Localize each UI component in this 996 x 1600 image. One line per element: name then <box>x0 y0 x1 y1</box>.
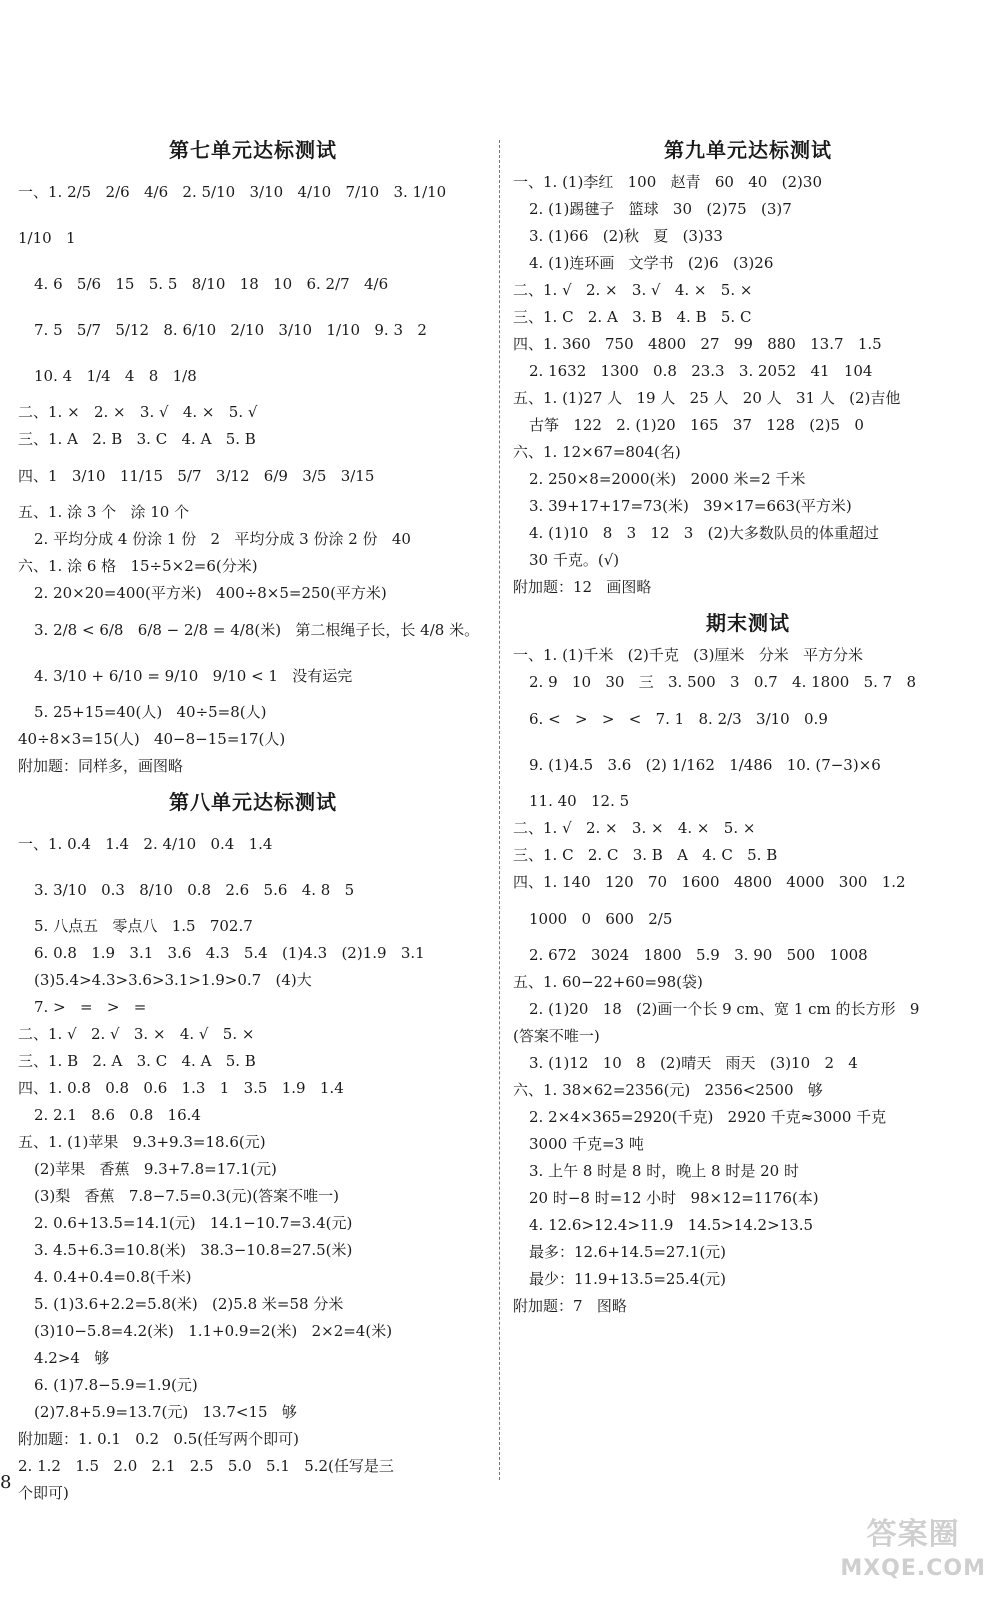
answer-line: 5. 25+15=40(人) 40÷5=8(人) <box>34 703 267 721</box>
answer-line: 最少：11.9+13.5=25.4(元) <box>529 1270 727 1288</box>
watermark-logo <box>840 1518 986 1586</box>
answer-line: 40÷8×3=15(人) 40−8−15=17(人) <box>18 730 286 748</box>
answer-line: 最多：12.6+14.5=27.1(元) <box>529 1243 727 1261</box>
answer-line: 2. 1632 1300 0.8 23.3 3. 2052 41 104 <box>529 362 873 380</box>
answer-line: 一、1. 2/5 2/6 4/6 2. 5/10 3/10 4/10 7/10 3. 1/10 1/10 1 <box>18 183 461 247</box>
answer-line: 2. 20×20=400(平方米) 400÷8×5=250(平方米) <box>34 584 387 602</box>
answer-line: 2. (1)20 18 (2)画一个长 9 cm、宽 1 cm 的长方形 9 <box>529 1000 920 1018</box>
answer-line: 2. 平均分成 4 份涂 1 份 2 平均分成 3 份涂 2 份 40 <box>34 530 411 548</box>
page-number: 8 <box>0 1472 12 1493</box>
section-title: 第八单元达标测试 <box>169 790 337 814</box>
answer-line: 二、1. √ 2. × 3. √ 4. × 5. × <box>513 281 753 299</box>
section-title: 第九单元达标测试 <box>664 138 832 162</box>
answer-line: (3)梨 香蕉 7.8−7.5=0.3(元)(答案不唯一) <box>34 1187 339 1205</box>
answer-line: 10. 4 1/4 4 8 1/8 <box>34 367 197 385</box>
answer-line: 附加题：同样多，画图略 <box>18 757 184 775</box>
answer-line: 五、1. 涂 3 个 涂 10 个 <box>18 503 190 521</box>
answer-line: 4. 12.6>12.4>11.9 14.5>14.2>13.5 <box>529 1216 814 1234</box>
answer-line: 2. 250×8=2000(米) 2000 米=2 千米 <box>529 470 806 488</box>
answer-line: 六、1. 38×62=2356(元) 2356<2500 够 <box>513 1081 823 1099</box>
answer-line: (答案不唯一) <box>513 1027 600 1045</box>
answer-line: 五、1. (1)27 人 19 人 25 人 20 人 31 人 (2)吉他 <box>513 389 901 407</box>
answer-line: (2)苹果 香蕉 9.3+7.8=17.1(元) <box>34 1160 277 1178</box>
answer-line: 六、1. 12×67=804(名) <box>513 443 681 461</box>
answer-line: 30 千克。(√) <box>529 551 620 569</box>
answer-line: 四、1. 360 750 4800 27 99 880 13.7 1.5 <box>513 335 882 353</box>
answer-line: 四、1. 0.8 0.8 0.6 1.3 1 3.5 1.9 1.4 <box>18 1079 344 1097</box>
answer-line: 6. 0.8 1.9 3.1 3.6 4.3 5.4 (1)4.3 (2)1.9 3.1 <box>34 944 425 962</box>
answer-line: 1000 0 600 2/5 <box>529 910 673 928</box>
answer-line: 2. 2×4×365=2920(千克) 2920 千克≈3000 千克 <box>529 1108 887 1126</box>
answer-line: 3. 3/10 0.3 8/10 0.8 2.6 5.6 4. 8 5 <box>34 881 355 899</box>
answer-line: 三、1. B 2. A 3. C 4. A 5. B <box>18 1052 256 1070</box>
answer-line: 3. (1)12 10 8 (2)晴天 雨天 (3)10 2 4 <box>529 1054 858 1072</box>
answer-line: 五、1. 60−22+60=98(袋) <box>513 973 703 991</box>
answer-line: 4. (1)连环画 文学书 (2)6 (3)26 <box>529 254 774 272</box>
answer-line: 6. < > > < 7. 1 8. 2/3 3/10 0.9 <box>529 710 828 728</box>
answer-line: 3. (1)66 (2)秋 夏 (3)33 <box>529 227 723 245</box>
watermark-text-url: MXQE.COM <box>840 1556 986 1581</box>
answer-line: 三、1. A 2. B 3. C 4. A 5. B <box>18 430 256 448</box>
answer-line: 20 时−8 时=12 小时 98×12=1176(本) <box>529 1189 819 1207</box>
answer-line: 4. 6 5/6 15 5. 5 8/10 18 10 6. 2/7 4/6 <box>34 275 389 293</box>
answer-line: 附加题：1. 0.1 0.2 0.5(任写两个即可) <box>18 1430 299 1448</box>
answer-line: 附加题：7 图略 <box>513 1297 627 1315</box>
column-divider <box>499 140 500 1480</box>
answer-line: 一、1. (1)李红 100 赵青 60 40 (2)30 <box>513 173 822 191</box>
section-title: 第七单元达标测试 <box>169 138 337 162</box>
answer-line: 11. 40 12. 5 <box>529 792 630 810</box>
answer-line: 4.2>4 够 <box>34 1349 110 1367</box>
answer-line: 2. 2.1 8.6 0.8 16.4 <box>34 1106 201 1124</box>
answer-line: 5. 八点五 零点八 1.5 702.7 <box>34 917 253 935</box>
answer-line: 2. 1.2 1.5 2.0 2.1 2.5 5.0 5.1 5.2(任写是三 <box>18 1457 394 1475</box>
answer-line: 7. 5 5/7 5/12 8. 6/10 2/10 3/10 1/10 9. 3 2 <box>34 321 427 339</box>
answer-line: 2. 672 3024 1800 5.9 3. 90 500 1008 <box>529 946 868 964</box>
answer-line: (3)5.4>4.3>3.6>3.1>1.9>0.7 (4)大 <box>34 971 312 989</box>
answer-line: 3. 39+17+17=73(米) 39×17=663(平方米) <box>529 497 852 515</box>
answer-line: 6. (1)7.8−5.9=1.9(元) <box>34 1376 198 1394</box>
answer-line: 3. 上午 8 时是 8 时，晚上 8 时是 20 时 <box>529 1162 799 1180</box>
answer-line: 二、1. √ 2. √ 3. × 4. √ 5. × <box>18 1025 255 1043</box>
section-title: 期末测试 <box>706 611 790 635</box>
answer-line: 三、1. C 2. C 3. B A 4. C 5. B <box>513 846 778 864</box>
answer-line: 2. 9 10 30 三 3. 500 3 0.7 4. 1800 5. 7 8 <box>529 673 917 691</box>
left-column <box>18 128 488 1507</box>
answer-line: 附加题：12 画图略 <box>513 578 652 596</box>
answer-line: 一、1. 0.4 1.4 2. 4/10 0.4 1.4 <box>18 835 273 853</box>
answer-line: 二、1. × 2. × 3. √ 4. × 5. √ <box>18 403 258 421</box>
answer-line: 个即可) <box>18 1484 69 1502</box>
answer-line: 四、1 3/10 11/15 5/7 3/12 6/9 3/5 3/15 <box>18 467 375 485</box>
answer-line: 4. (1)10 8 3 12 3 (2)大多数队员的体重超过 <box>529 524 879 542</box>
answer-line: (2)7.8+5.9=13.7(元) 13.7<15 够 <box>34 1403 297 1421</box>
answer-line: 五、1. (1)苹果 9.3+9.3=18.6(元) <box>18 1133 266 1151</box>
right-column <box>513 128 983 1320</box>
answer-line: 3. 4.5+6.3=10.8(米) 38.3−10.8=27.5(米) <box>34 1241 353 1259</box>
answer-line: 9. (1)4.5 3.6 (2) 1/162 1/486 10. (7−3)×6 <box>529 756 881 774</box>
answer-line: 三、1. C 2. A 3. B 4. B 5. C <box>513 308 752 326</box>
answer-line: 2. (1)踢毽子 篮球 30 (2)75 (3)7 <box>529 200 792 218</box>
watermark-text-cn: 答案圈 <box>866 1517 960 1552</box>
answer-line: 3000 千克=3 吨 <box>529 1135 644 1153</box>
answer-line: 7. > = > = <box>34 998 147 1016</box>
answer-line: 六、1. 涂 6 格 15÷5×2=6(分米) <box>18 557 258 575</box>
answer-line: 一、1. (1)千米 (2)千克 (3)厘米 分米 平方分米 <box>513 646 864 664</box>
answer-line: 4. 3/10 + 6/10 = 9/10 9/10 < 1 没有运完 <box>34 667 353 685</box>
answer-line: 四、1. 140 120 70 1600 4800 4000 300 1.2 <box>513 873 906 891</box>
answer-line: 2. 0.6+13.5=14.1(元) 14.1−10.7=3.4(元) <box>34 1214 353 1232</box>
answer-line: (3)10−5.8=4.2(米) 1.1+0.9=2(米) 2×2=4(米) <box>34 1322 393 1340</box>
answer-line: 3. 2/8 < 6/8 6/8 − 2/8 = 4/8(米) 第二根绳子长，长 4/8 米。 <box>34 621 480 639</box>
answer-line: 5. (1)3.6+2.2=5.8(米) (2)5.8 米=58 分米 <box>34 1295 344 1313</box>
answer-line: 古筝 122 2. (1)20 165 37 128 (2)5 0 <box>529 416 864 434</box>
answer-line: 二、1. √ 2. × 3. × 4. × 5. × <box>513 819 756 837</box>
answer-line: 4. 0.4+0.4=0.8(千米) <box>34 1268 192 1286</box>
